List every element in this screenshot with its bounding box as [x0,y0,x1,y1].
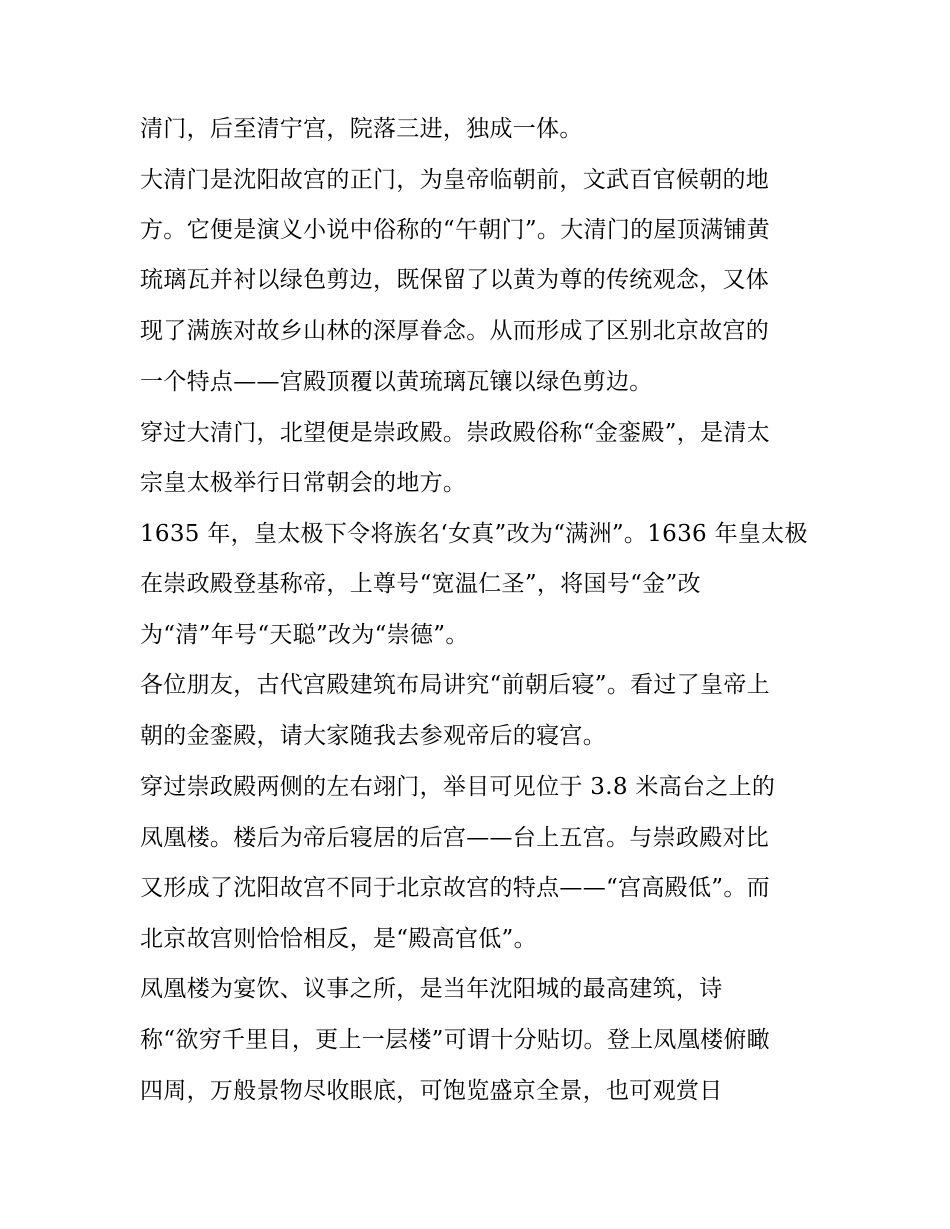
text-line: 四周，万般景物尽收眼底，可饱览盛京全景，也可观赏日 [140,1078,723,1104]
text-line: 各位朋友，古代宫殿建筑布局讲究“前朝后寝”。看过了皇帝上 [140,672,770,698]
text-line: 凤凰楼。楼后为帝后寝居的后宫——台上五宫。与崇政殿对比 [140,825,770,851]
text-line: 穿过崇政殿两侧的左右翊门，举目可见位于 3.8 米高台之上的 [140,774,776,800]
text-line: 一个特点——宫殿顶覆以黄琉璃瓦镶以绿色剪边。 [140,369,653,395]
text-line: 北京故宫则恰恰相反，是“殿高官低”。 [140,926,537,952]
text-line: 1635 年，皇太极下令将族名‘女真”改为“满洲”。1636 年皇太极 [140,521,808,547]
text-line: 为“清”年号“天聪”改为“崇德”。 [140,622,469,648]
text-line: 又形成了沈阳故宫不同于北京故宫的特点——“宫高殿低”。而 [140,875,770,901]
text-line: 宗皇太极举行日常朝会的地方。 [140,470,467,496]
text-line: 清门，后至清宁宫，院落三进，独成一体。 [140,116,583,142]
text-line: 称“欲穷千里目，更上一层楼”可谓十分贴切。登上凤凰楼俯瞰 [140,1027,770,1053]
text-line: 穿过大清门，北望便是崇政殿。崇政殿俗称“金銮殿”，是清太 [140,420,770,446]
text-line: 现了满族对故乡山林的深厚眷念。从而形成了区别北京故宫的 [140,318,770,344]
text-line: 在崇政殿登基称帝，上尊号“宽温仁圣”，将国号“金”改 [140,571,701,597]
text-line: 朝的金銮殿，请大家随我去参观帝后的寝宫。 [140,723,606,749]
text-line: 凤凰楼为宴饮、议事之所，是当年沈阳城的最高建筑，诗 [140,976,723,1002]
text-line: 琉璃瓦并衬以绿色剪边，既保留了以黄为尊的传统观念，又体 [140,267,770,293]
text-line: 方。它便是演义小说中俗称的“午朝门”。大清门的屋顶满铺黄 [140,217,770,243]
text-line: 大清门是沈阳故宫的正门，为皇帝临朝前，文武百官候朝的地 [140,167,770,193]
